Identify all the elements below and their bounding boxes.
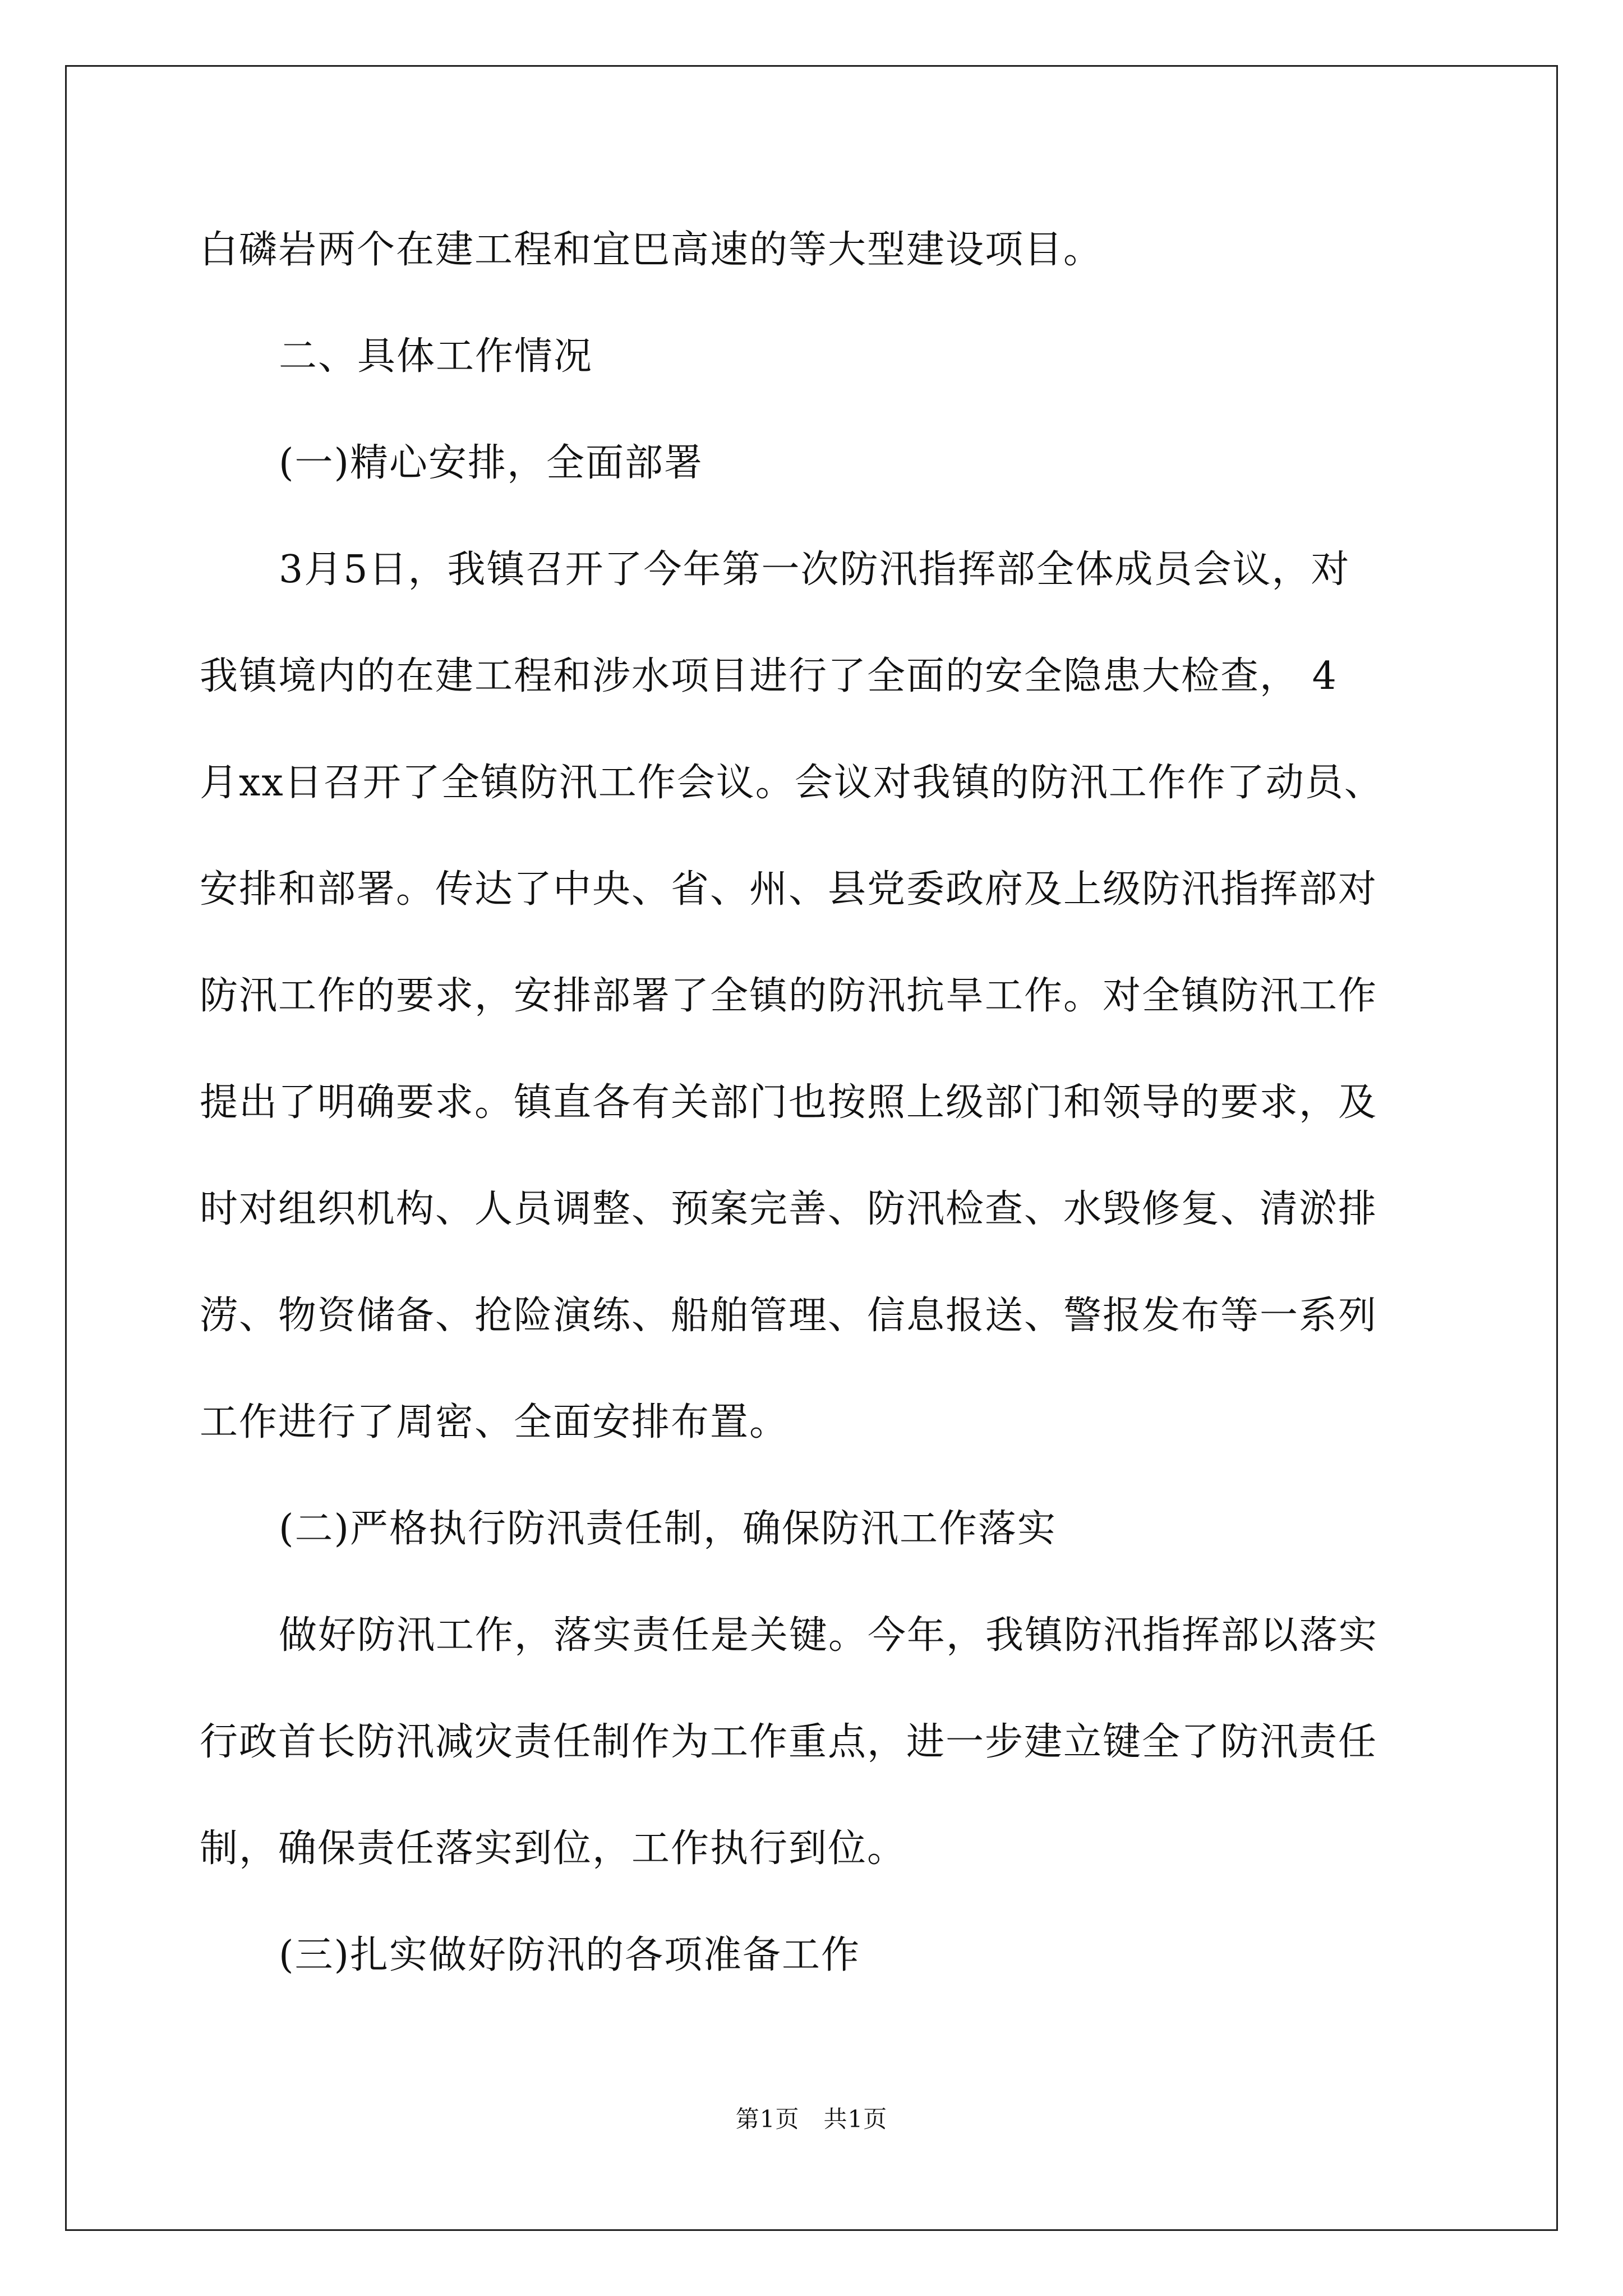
subsection-heading-2: (二)严格执行防汛责任制，确保防汛工作落实 [279,1507,1057,1551]
text-line-5: 我镇境内的在建工程和涉水项目进行了全面的安全隐患大检查， 4 [200,654,1338,698]
page-footer: 第1页 共1页 [735,2105,888,2133]
section-heading: 二、具体工作情况 [279,334,593,379]
text-line-4: 3月5日，我镇召开了今年第一次防汛指挥部全体成员会议，对 [279,547,1350,592]
text-line-9: 提出了明确要求。镇直各有关部门也按照上级部门和领导的要求，及 [200,1080,1378,1125]
text-line-14: 做好防汛工作，落实责任是关键。今年，我镇防汛指挥部以落实 [279,1613,1378,1658]
page-border [65,65,1558,2231]
text-line-10: 时对组织机构、人员调整、预案完善、防汛检查、水毁修复、清淤排 [200,1187,1378,1231]
text-line-12: 工作进行了周密、全面安排布置。 [200,1400,789,1444]
subsection-heading-1: (一)精心安排，全面部署 [279,441,704,485]
text-line-7: 安排和部署。传达了中央、省、州、县党委政府及上级防汛指挥部对 [200,867,1378,912]
text-line-11: 涝、物资储备、抢险演练、船舶管理、信息报送、警报发布等一系列 [200,1294,1378,1338]
subsection-heading-3: (三)扎实做好防汛的各项准备工作 [279,1933,861,1977]
text-line-15: 行政首长防汛减灾责任制作为工作重点，进一步建立键全了防汛责任 [200,1720,1378,1764]
text-line-1: 白磷岩两个在建工程和宜巴高速的等大型建设项目。 [200,228,1103,272]
text-line-6: 月xx日召开了全镇防汛工作会议。会议对我镇的防汛工作作了动员、 [200,761,1384,805]
text-line-8: 防汛工作的要求，安排部署了全镇的防汛抗旱工作。对全镇防汛工作 [200,974,1378,1018]
text-line-16: 制，确保责任落实到位，工作执行到位。 [200,1826,907,1871]
